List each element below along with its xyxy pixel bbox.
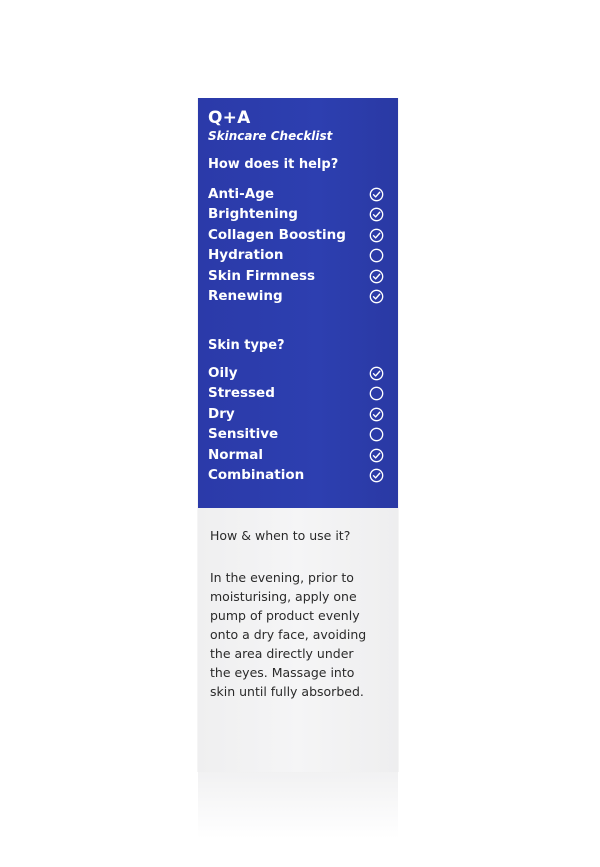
- checklist-item: [208, 364, 384, 384]
- checklist-item: [208, 205, 384, 225]
- checklist-item-label: Sensitive: [208, 426, 279, 443]
- usage-line: the area directly under: [210, 646, 354, 661]
- empty-circle-icon: [369, 427, 384, 442]
- check-circle-icon: [369, 187, 384, 202]
- checklist-item-label: Combination: [208, 466, 305, 483]
- checklist-item-label: Normal: [208, 446, 264, 463]
- checklist-item: [208, 425, 384, 445]
- empty-circle-icon: [369, 248, 384, 263]
- usage-instructions: [210, 568, 394, 701]
- checklist-item-label: Anti-Age: [208, 186, 275, 202]
- check-circle-icon: [369, 366, 384, 381]
- check-circle-icon: [369, 448, 384, 463]
- checklist-item: [208, 446, 384, 466]
- checklist-item-label: Brightening: [208, 206, 298, 223]
- check-circle-icon: [369, 228, 384, 243]
- benefits-heading: How does it help?: [208, 157, 339, 172]
- skin-type-heading: Skin type?: [208, 338, 285, 353]
- usage-line: moisturising, apply one: [210, 589, 357, 604]
- checklist-item-label: Skin Firmness: [208, 267, 316, 284]
- checklist-item-label: Stressed: [208, 385, 275, 402]
- checklist-item-label: Hydration: [208, 247, 284, 264]
- usage-panel: [198, 508, 398, 772]
- checklist-item: [208, 267, 384, 287]
- checklist-title: Skincare Checklist: [208, 129, 333, 143]
- skin-type-list: [208, 364, 384, 486]
- box-reflection: [198, 772, 398, 867]
- usage-heading: How & when to use it?: [210, 528, 351, 543]
- empty-circle-icon: [369, 386, 384, 401]
- product-box: [198, 98, 398, 772]
- checklist-item: [208, 384, 384, 404]
- checklist-item-label: Dry: [208, 405, 235, 422]
- checklist-item: [208, 287, 384, 307]
- checklist-item-label: Collagen Boosting: [208, 226, 346, 243]
- benefits-list: [208, 185, 384, 307]
- usage-line: the eyes. Massage into: [210, 665, 355, 680]
- checklist-item: [208, 405, 384, 425]
- checklist-item-label: Renewing: [208, 287, 283, 304]
- check-circle-icon: [369, 269, 384, 284]
- check-circle-icon: [369, 468, 384, 483]
- checklist-item: [208, 246, 384, 266]
- check-circle-icon: [369, 289, 384, 304]
- checklist-item: [208, 466, 384, 486]
- usage-line: pump of product evenly: [210, 608, 360, 623]
- checklist-item-label: Oily: [208, 365, 238, 381]
- checklist-item: [208, 226, 384, 246]
- checklist-item: [208, 185, 384, 205]
- check-circle-icon: [369, 407, 384, 422]
- brand-logo: Q+A: [208, 108, 251, 128]
- check-circle-icon: [369, 207, 384, 222]
- usage-line: onto a dry face, avoiding: [210, 627, 367, 642]
- usage-line: skin until fully absorbed.: [210, 684, 364, 699]
- checklist-panel: [198, 98, 398, 508]
- usage-line: In the evening, prior to: [210, 570, 354, 585]
